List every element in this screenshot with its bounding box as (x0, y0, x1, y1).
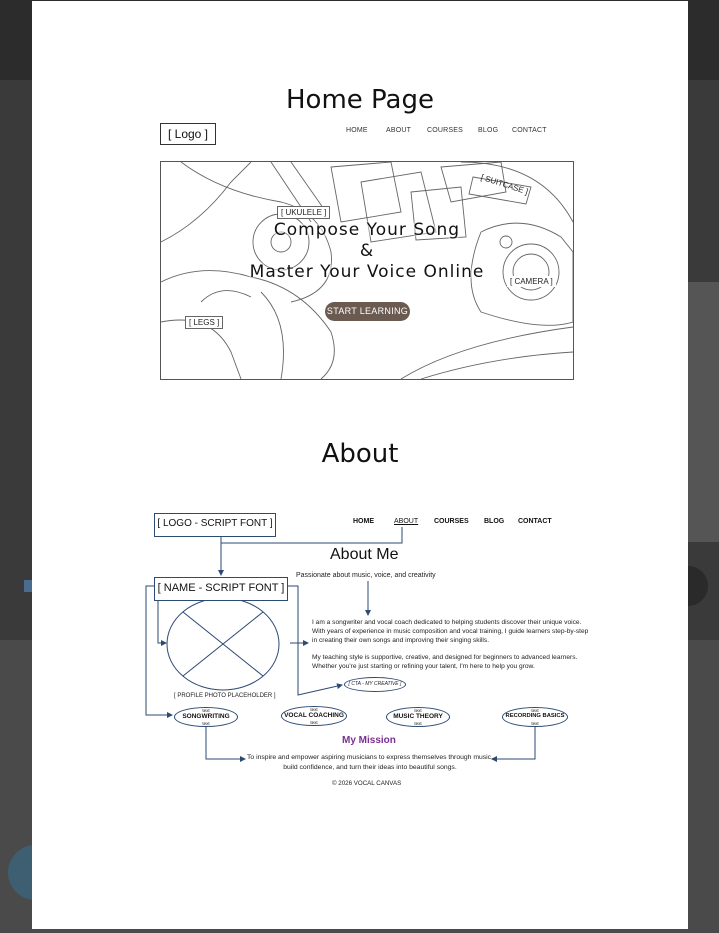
profile-photo-label: [ PROFILE PHOTO PLACEHOLDER ] (174, 693, 276, 699)
about-name-placeholder: [ NAME - SCRIPT FONT ] (154, 577, 288, 601)
home-nav-about: ABOUT (386, 127, 412, 134)
about-section-title: About (321, 439, 399, 469)
home-nav-courses: COURSES (427, 127, 464, 134)
about-bio-paragraph-2: My teaching style is supportive, creative, and designed for beginners to advanced learners. Whether you're just starting or refining your talent, I'm here to help you grow. (312, 654, 578, 670)
about-tagline: Passionate about music, voice, and creativity (296, 572, 436, 579)
copyright-text: © 2026 VOCAL CANVAS (332, 780, 402, 787)
home-logo-placeholder: [ Logo ] (160, 123, 216, 145)
skill-songwriting: text SONGWRITING text (174, 707, 238, 727)
home-section-title: Home Page (286, 85, 434, 115)
home-nav-blog: BLOG (478, 127, 499, 134)
hero-headline-line1: Compose Your Song (273, 220, 461, 240)
mission-title: My Mission (342, 735, 396, 746)
about-logo-placeholder: [ LOGO - SCRIPT FONT ] (154, 513, 276, 537)
about-connector-arrows (32, 1, 688, 929)
image-viewer-sheet (32, 1, 688, 929)
skill-recording-basics: text RECORDING BASICS text (502, 707, 568, 727)
skill-music-theory: text MUSIC THEORY text (386, 707, 450, 727)
backdrop-chip (24, 580, 32, 592)
skill-vocal-coaching: text VOCAL COACHING text (281, 706, 347, 726)
tag-camera: [ CAMERA ] (507, 276, 556, 287)
start-learning-button: START LEARNING (325, 302, 410, 321)
home-nav-contact: CONTACT (512, 127, 547, 134)
about-me-heading: About Me (330, 546, 399, 563)
about-cta-placeholder: [ CTA - MY CREATIVE ] (344, 677, 406, 692)
about-nav-courses: COURSES (434, 518, 469, 525)
backdrop-right-panel (688, 282, 719, 542)
about-nav-about: ABOUT (394, 518, 419, 525)
tag-suitcase: [ SUITCASE ] (479, 172, 530, 197)
mission-text: To inspire and empower aspiring musicians to express themselves through music, build confidence, and turn their ideas into beautiful songs. (247, 754, 493, 771)
tag-legs: [ LEGS ] (185, 316, 223, 329)
hero-headline-amp: & (359, 241, 375, 261)
hero-headline-line2: Master Your Voice Online (249, 262, 485, 282)
about-nav-home: HOME (353, 518, 374, 525)
home-nav-home: HOME (346, 127, 368, 134)
about-nav-contact: CONTACT (518, 518, 552, 525)
tag-ukulele: [ UKULELE ] (277, 206, 330, 219)
about-bio-paragraph-1: I am a songwriter and vocal coach dedicated to helping students discover their unique voice. With years of experience in music composition and vocal training, I guide learners step-by-step in creating their own songs and improving their singing skills. (312, 619, 589, 644)
about-nav-blog: BLOG (484, 518, 505, 525)
next-arrow-button[interactable] (688, 566, 708, 606)
